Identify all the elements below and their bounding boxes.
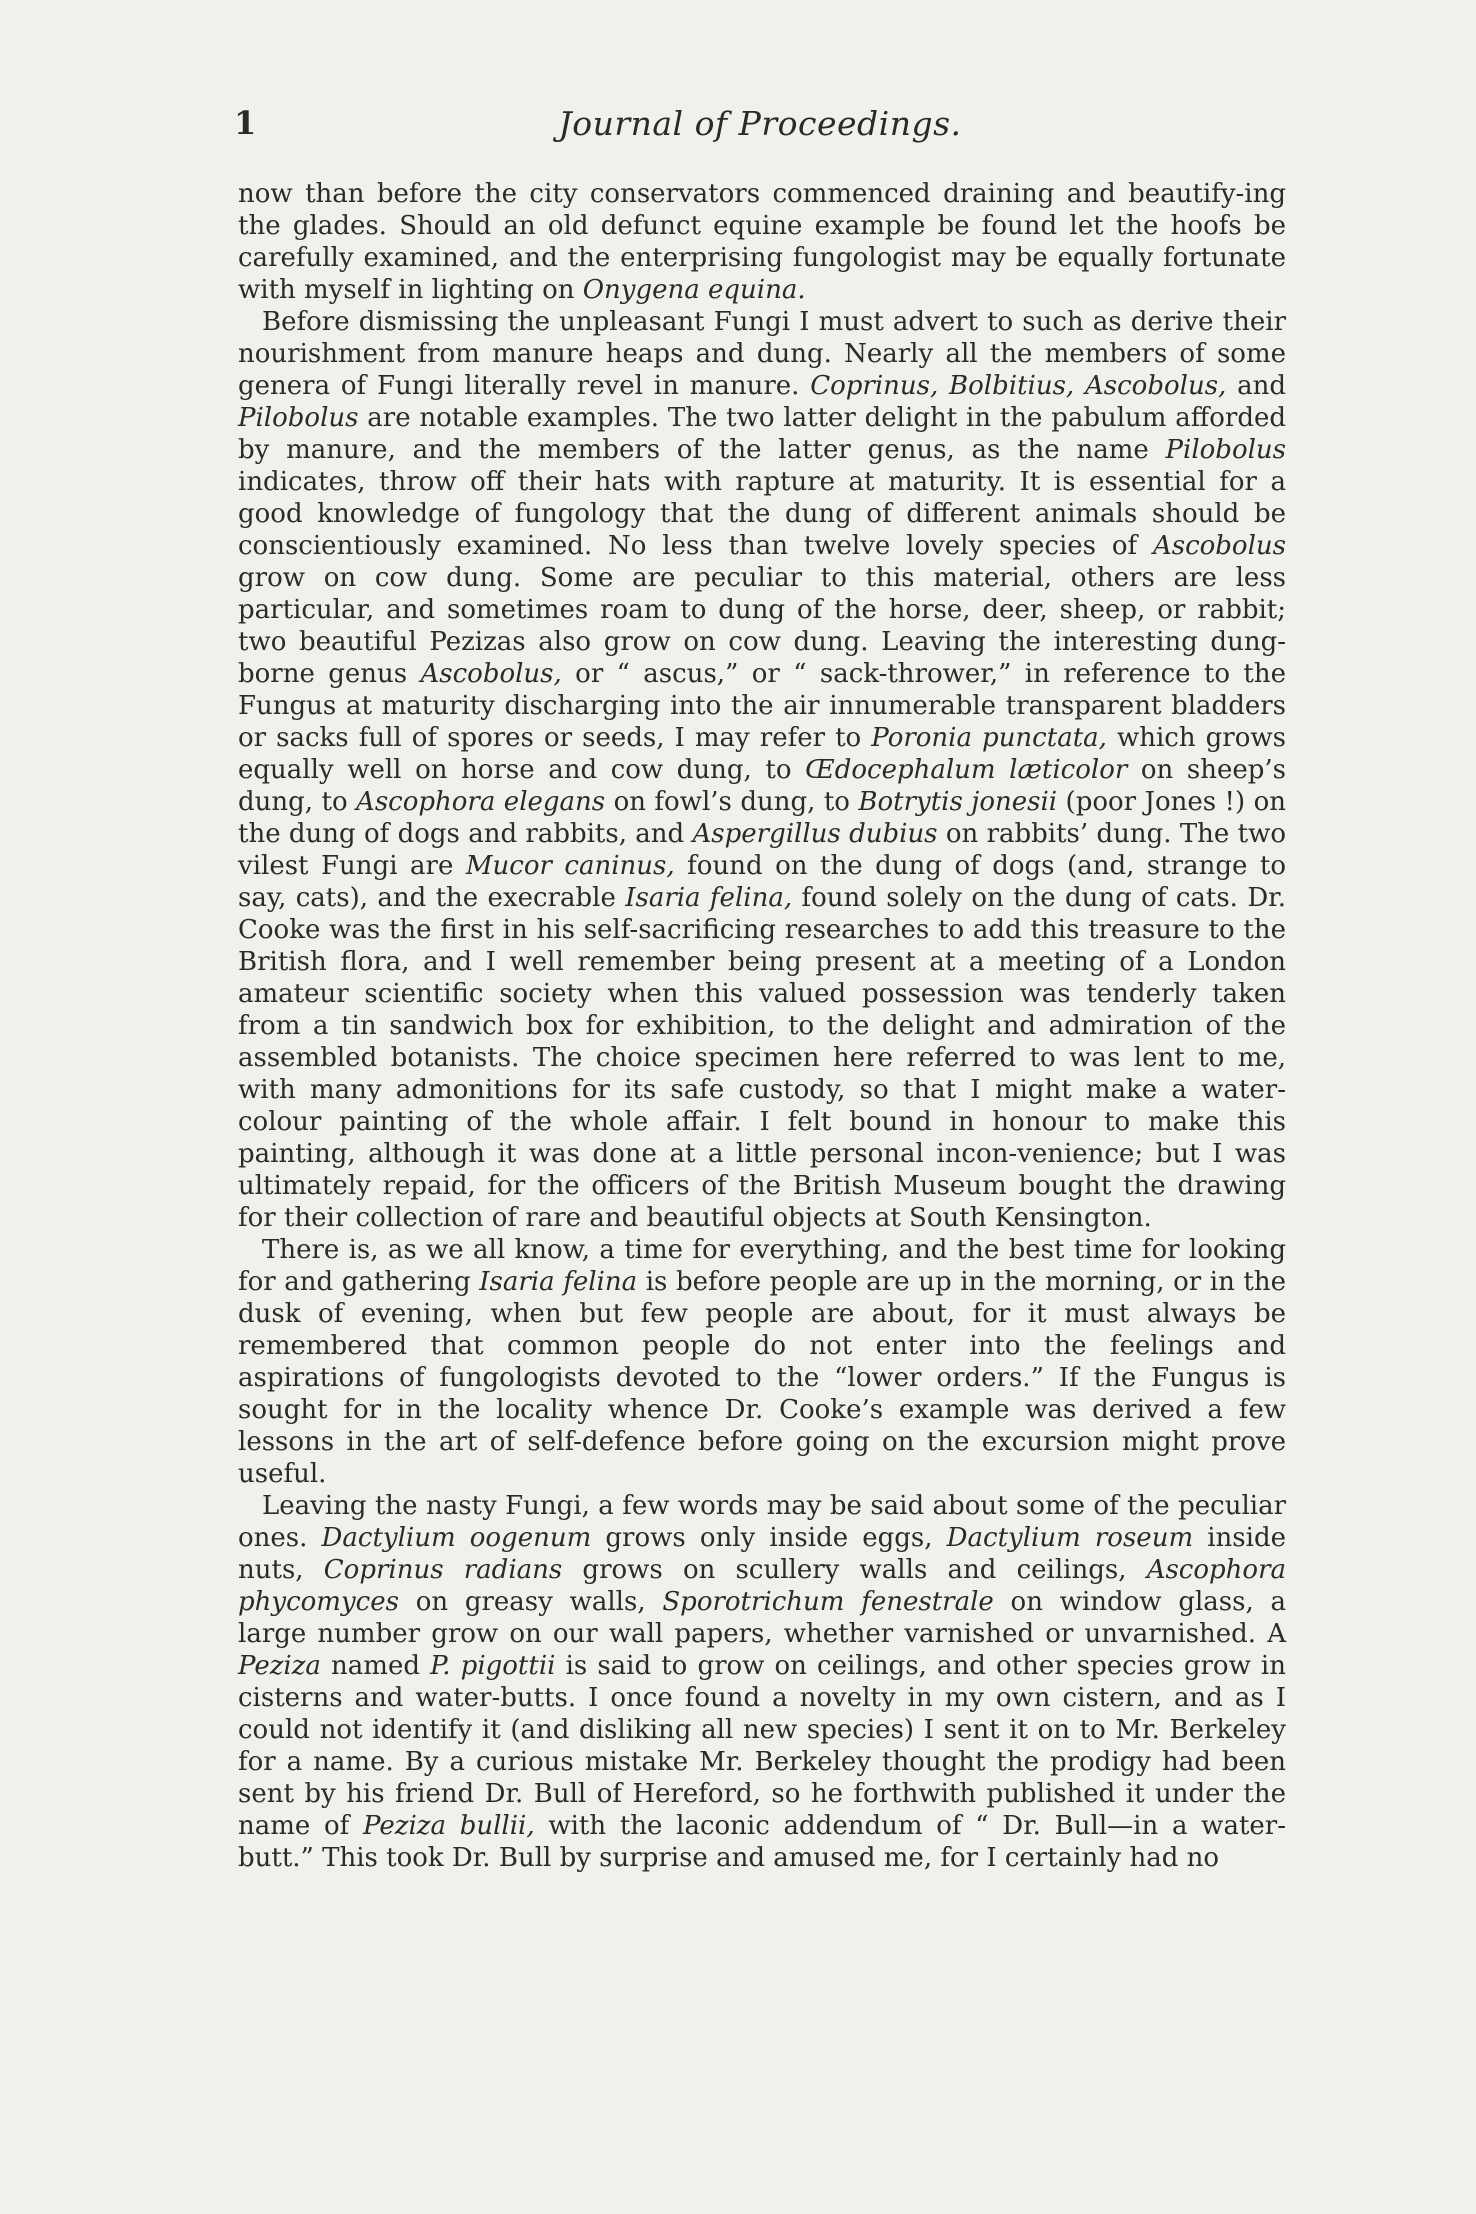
italic-text: P. pigottii [430, 1651, 556, 1681]
italic-text: Botrytis jonesii [858, 787, 1058, 817]
text-run: indicates, throw off their hats with rapture at maturity. It is essential for a good knowledge of fungology that the dung of different animals should be conscientiously examined. No less than twelve lovely species of [238, 467, 1286, 561]
text-run: found on the dung of dogs (and, strange to say, cats), and the execrable [238, 851, 1286, 913]
paragraph [238, 1234, 1286, 1490]
text-run: There is, as we all know, a time for everything, and the best time for looking for and gathering [238, 1235, 1286, 1297]
page-header [234, 104, 1286, 152]
paragraph [238, 306, 1286, 1234]
italic-text: Coprinus, Bolbitius, Ascobolus, [810, 371, 1227, 401]
text-run: is before people are up in the morning, or in the dusk of evening, when but few people are about, for it must always be remembered that common people do not enter into the feelings and aspirations of fungologists devoted to the “lower orders.” If the Fungus is sought for in the locality whence Dr. Cooke’s example was derived a few lessons in the art of self-defence before going on the excursion might prove useful. [238, 1267, 1286, 1489]
italic-text: Ascophora phycomyces [238, 1555, 1286, 1617]
text-run: on fowl’s dung, to [605, 787, 859, 817]
page-number: 1 [234, 104, 257, 142]
italic-text: Poronia punctata, [871, 723, 1107, 753]
italic-text: Pilobolus [1165, 435, 1286, 465]
body-text [238, 178, 1286, 1874]
text-run: grows only inside eggs, [591, 1523, 947, 1553]
text-run: grow on cow dung. Some are peculiar to this material, others are less particular, and sometimes roam to dung of the horse, deer, sheep, or rabbit; two beautiful Pezizas also grow on cow dung. Leaving the interesting dung-borne genus [238, 563, 1286, 689]
italic-text: Dactylium roseum [946, 1523, 1194, 1553]
italic-text: Peziza [238, 1651, 321, 1681]
italic-text: Onygena equina. [582, 275, 806, 305]
text-run: Before dismissing the unpleasant Fungi I must advert to such as derive their nourishment from manure heaps and dung. Nearly all the members of some genera of Fungi literally revel in manure. [238, 307, 1286, 401]
italic-text: Coprinus radians [323, 1555, 563, 1585]
text-run: on sheep’s dung, to [238, 755, 1287, 817]
italic-text: Peziza bullii, [363, 1811, 535, 1841]
italic-text: Dactylium oogenum [321, 1523, 592, 1553]
text-run: now than before the city conservators commenced draining and beautify-ing the glades. Should an old defunct equine example be found let the hoofs be carefully examined, and the enterprising fungologist may be equally fortunate with myself in lighting on [238, 179, 1286, 305]
italic-text: Sporotrichum fenestrale [662, 1587, 994, 1617]
italic-text: Œdocephalum læticolor [805, 755, 1128, 785]
text-run: are notable examples. The two latter delight in the pabulum afforded by manure, and the members of the latter genus, as the name [238, 403, 1286, 465]
italic-text: Pilobolus [238, 403, 359, 433]
text-run: grows on scullery walls and ceilings, [562, 1555, 1147, 1585]
italic-text: Aspergillus dubius [692, 819, 938, 849]
text-run: and [1226, 371, 1286, 401]
text-run: which grows equally well on horse and cow dung, to [238, 723, 1286, 785]
text-run: found solely on the dung of cats. Dr. Cooke was the first in his self-sacrificing researches to add this treasure to the British flora, and I well remember being present at a meeting of a London amateur scientific society when this valued possession was tenderly taken from a tin sandwich box for exhibition, to the delight and admiration of the assembled botanists. The choice specimen here referred to was lent to me, with many admonitions for its safe custody, so that I might make a water-colour painting of the whole affair. I felt bound in honour to make this painting, although it was done at a little personal incon-venience; but I was ultimately repaid, for the officers of the British Museum bought the drawing for their collection of rare and beautiful objects at South Kensington. [238, 883, 1287, 1233]
italic-text: Isaria felina, [625, 883, 793, 913]
paragraph [238, 178, 1286, 306]
text-run: or “ ascus,” or “ sack-thrower,” in reference to the Fungus at maturity discharging into the air innumerable transparent bladders or sacks full of spores or seeds, I may refer to [238, 659, 1286, 753]
text-run: inside nuts, [238, 1523, 1286, 1585]
italic-text: Ascophora elegans [356, 787, 606, 817]
text-run: named [320, 1651, 431, 1681]
text-run: with the laconic addendum of “ Dr. Bull—in a water-butt.” This took Dr. Bull by surprise and amused me, for I certainly had no [238, 1811, 1286, 1873]
running-head: Journal of Proceedings. [558, 104, 962, 143]
text-run: on window glass, a large number grow on our wall papers, whether varnished or unvarnished. A [238, 1587, 1286, 1649]
italic-text: Isaria felina [479, 1267, 638, 1297]
text-run: (poor Jones !) on the dung of dogs and rabbits, and [238, 787, 1286, 849]
text-run: is said to grow on ceilings, and other species grow in cisterns and water-butts. I once found a novelty in my own cistern, and as I could not identify it (and disliking all new species) I sent it on to Mr. Berkeley for a name. By a curious mistake Mr. Berkeley thought the prodigy had been sent by his friend Dr. Bull of Hereford, so he forthwith published it under the name of [238, 1651, 1286, 1841]
text-run: on rabbits’ dung. The two vilest Fungi are [238, 819, 1286, 881]
text-run: Leaving the nasty Fungi, a few words may be said about some of the peculiar ones. [238, 1491, 1286, 1553]
text-run: on greasy walls, [398, 1587, 663, 1617]
italic-text: Mucor caninus, [465, 851, 675, 881]
italic-text: Ascobolus, [420, 659, 562, 689]
paragraph [238, 1490, 1286, 1874]
italic-text: Ascobolus [1152, 531, 1286, 561]
